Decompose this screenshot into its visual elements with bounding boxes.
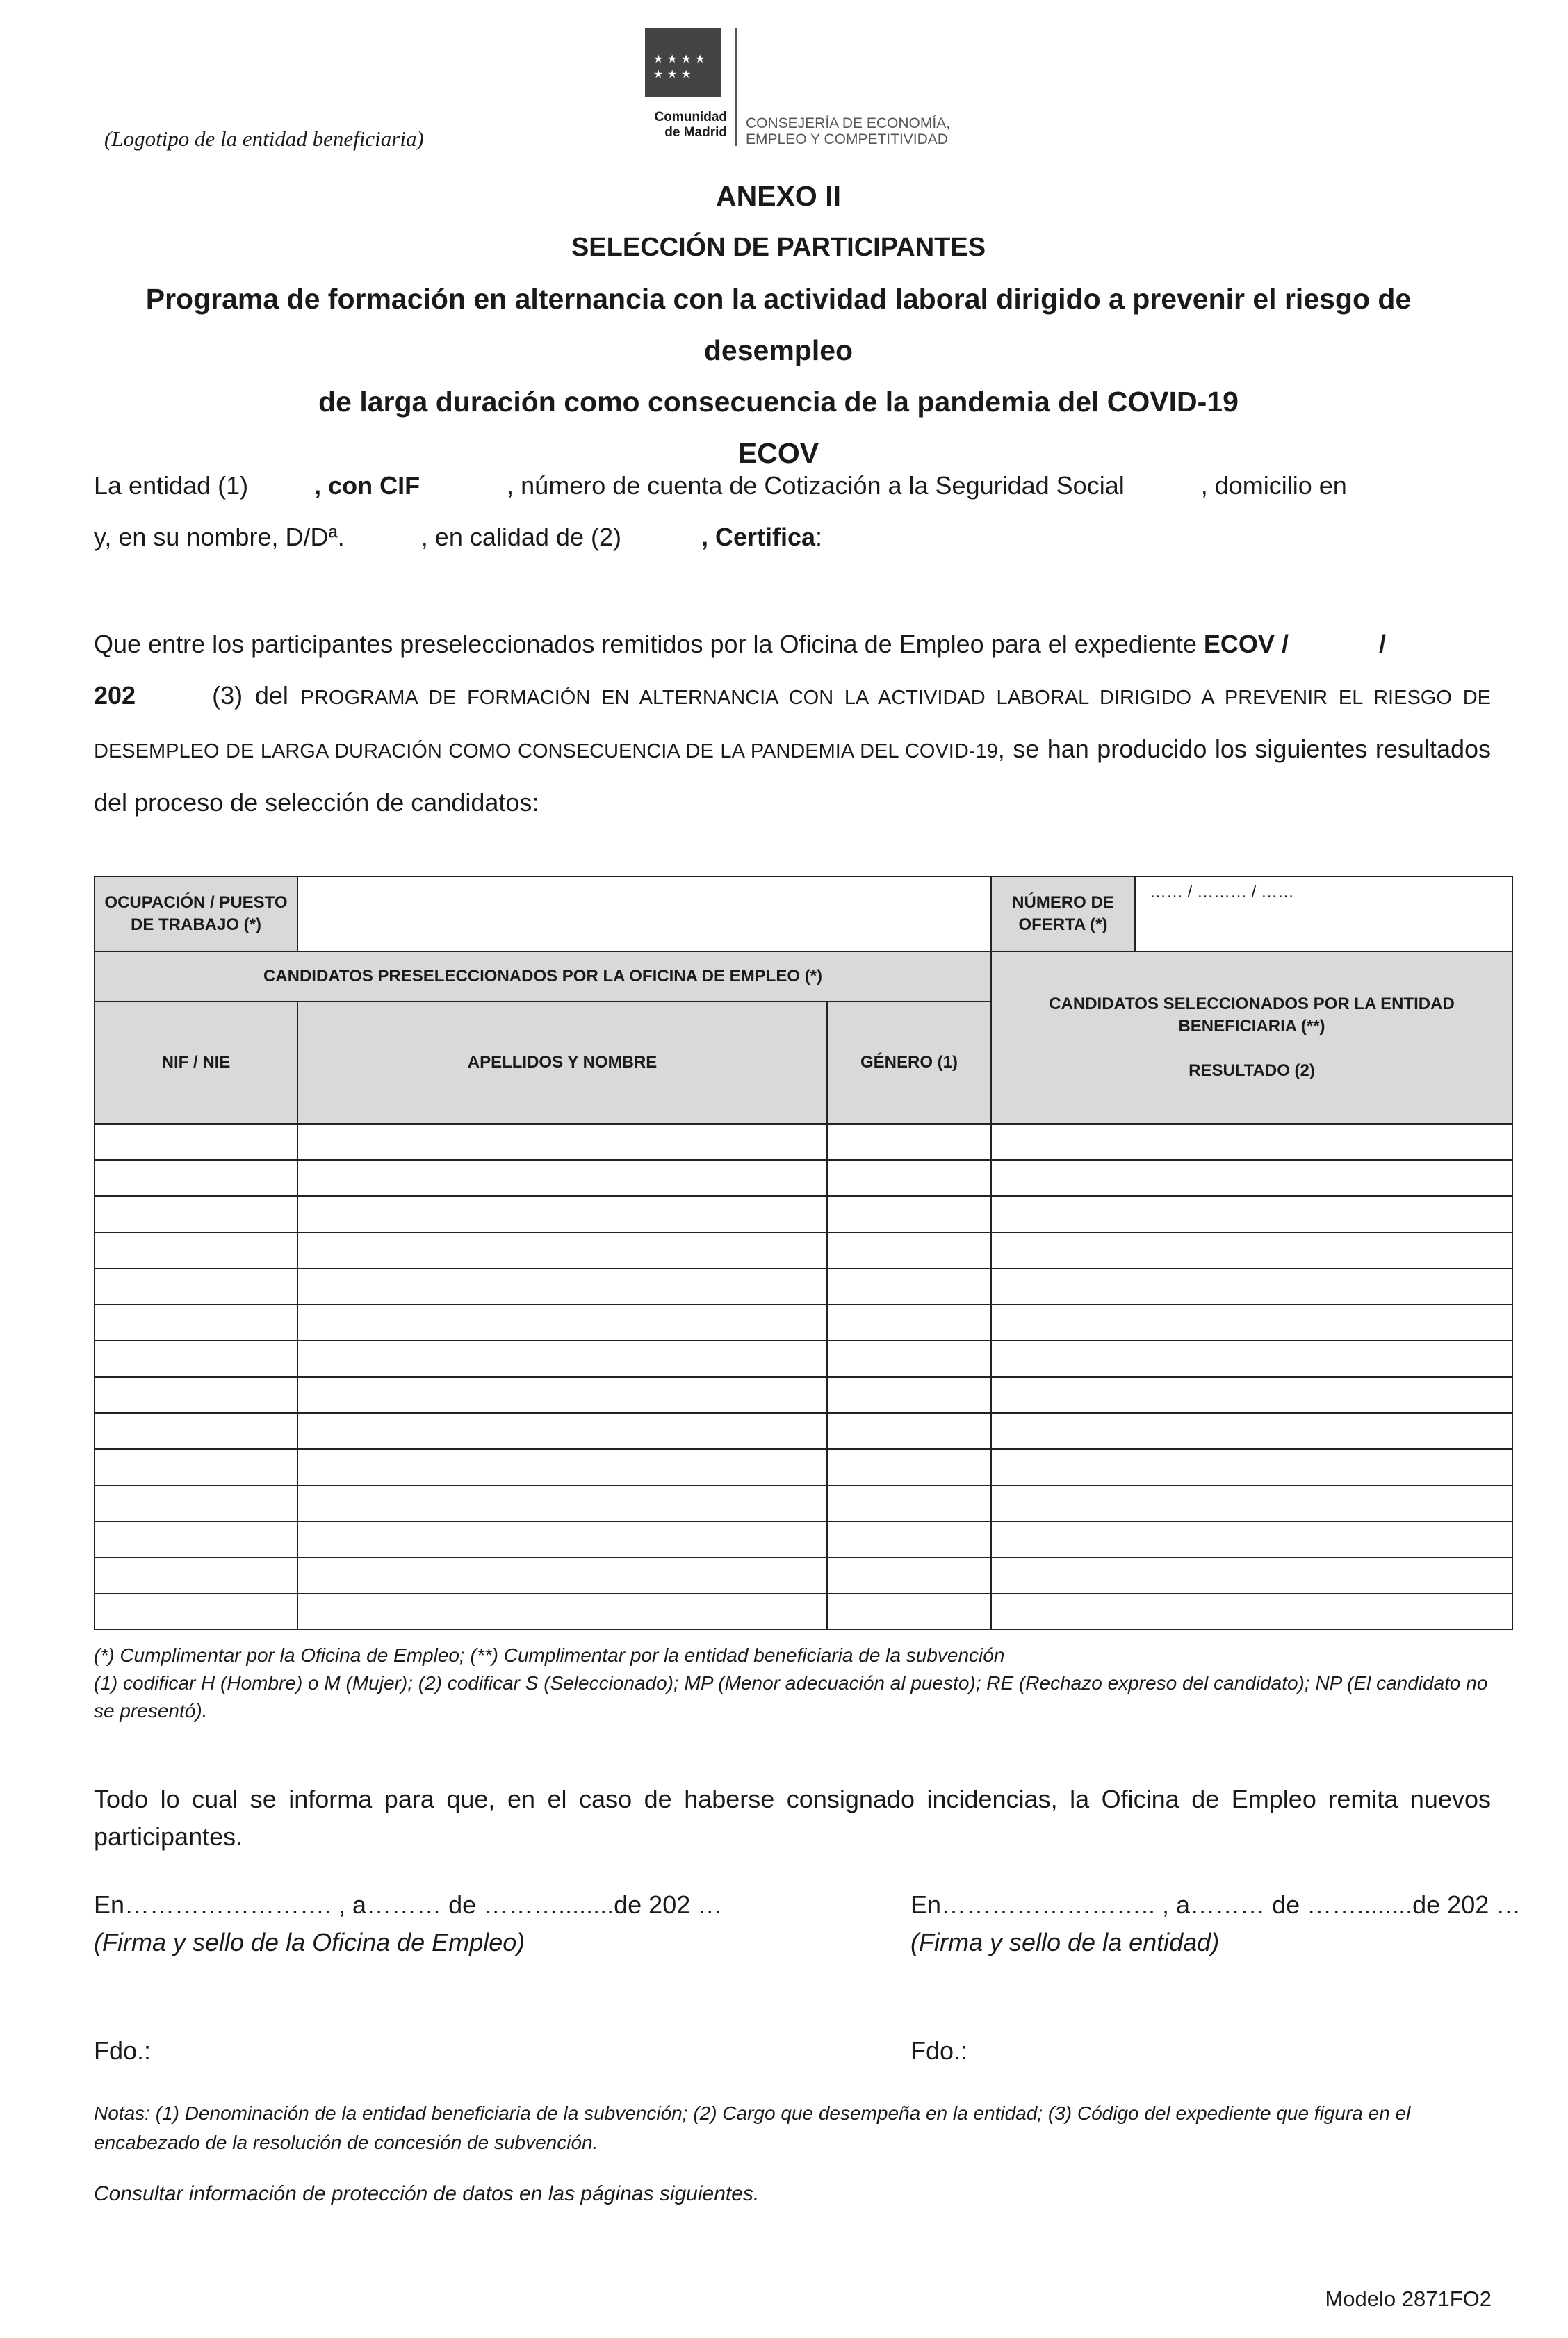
- name-cell[interactable]: [297, 1521, 827, 1558]
- svg-text:★: ★: [653, 52, 664, 65]
- col-nif-header: NIF / NIE: [95, 1002, 297, 1124]
- table-row: [95, 1196, 1512, 1232]
- gender-cell[interactable]: [827, 1196, 991, 1232]
- offer-number-label: NÚMERO DE OFERTA (*): [991, 876, 1135, 951]
- name-cell[interactable]: [297, 1341, 827, 1377]
- table-row: [95, 1268, 1512, 1305]
- signature-entity: [910, 1886, 1536, 2065]
- svg-text:★: ★: [681, 67, 692, 81]
- svg-text:★: ★: [695, 52, 705, 65]
- name-cell[interactable]: [297, 1268, 827, 1305]
- result-cell[interactable]: [991, 1521, 1512, 1558]
- name-cell[interactable]: [297, 1232, 827, 1268]
- name-cell[interactable]: [297, 1377, 827, 1413]
- table-row: [95, 1160, 1512, 1196]
- table-row: [95, 1449, 1512, 1485]
- model-code: Modelo 2871FO2: [1325, 2287, 1492, 2311]
- result-cell[interactable]: [991, 1485, 1512, 1521]
- table-notes: (*) Cumplimentar por la Oficina de Empleo; (**) Cumplimentar por la entidad beneficiaria de la subvención (1) codificar H (Hombre) o M (Mujer); (2) codificar S (Seleccionado); MP (Menor adecuación al puesto); RE (Rechazo expreso del candidato); NP (El candidato no se presentó).: [94, 1644, 1488, 1722]
- signature-caption: (Firma y sello de la Oficina de Empleo): [94, 1928, 525, 1956]
- table-row: [95, 1124, 1512, 1160]
- candidates-table: [94, 876, 1513, 1630]
- col-name-header: APELLIDOS Y NOMBRE: [297, 1002, 827, 1124]
- table-row: [95, 1377, 1512, 1413]
- nif-cell[interactable]: [95, 1449, 297, 1485]
- gender-cell[interactable]: [827, 1485, 991, 1521]
- result-cell[interactable]: [991, 1268, 1512, 1305]
- gender-cell[interactable]: [827, 1413, 991, 1449]
- result-cell[interactable]: [991, 1594, 1512, 1630]
- table-row: [95, 1413, 1512, 1449]
- notes: Notas: (1) Denominación de la entidad beneficiaria de la subvención; (2) Cargo que desempeña en la entidad; (3) Código del expediente que figura en el encabezado de la resolución de concesión de subvención.: [94, 2102, 1411, 2153]
- table-row: [95, 1521, 1512, 1558]
- signed-by: Fdo.:: [910, 2036, 968, 2065]
- signature-caption: (Firma y sello de la entidad): [910, 1928, 1220, 1956]
- table-row: [95, 1341, 1512, 1377]
- svg-text:★: ★: [653, 67, 664, 81]
- nif-cell[interactable]: [95, 1160, 297, 1196]
- gender-cell[interactable]: [827, 1521, 991, 1558]
- nif-cell[interactable]: [95, 1377, 297, 1413]
- name-cell[interactable]: [297, 1449, 827, 1485]
- beneficiary-logo-caption: (Logotipo de la entidad beneficiaria): [104, 126, 424, 151]
- nif-cell[interactable]: [95, 1485, 297, 1521]
- program-code: ECOV: [737, 437, 819, 469]
- offer-number-field[interactable]: …… / ……… / ……: [1135, 876, 1512, 951]
- date-line: En……………………. , a……… de ………........de 202 …: [94, 1890, 723, 1919]
- preselected-header: CANDIDATOS PRESELECCIONADOS POR LA OFICINA DE EMPLEO (*): [95, 951, 991, 1002]
- table-row: [95, 1305, 1512, 1341]
- selection-statement: Que entre los participantes preseleccionados remitidos por la Oficina de Empleo para el expediente ECOV / / 202 (3) del PROGRAMA DE FORMACIÓN EN ALTERNANCIA CON LA ACTIVIDAD LABORAL DIRIGIDO A PREVENIR EL RIESGO DE DESEMPLEO DE LARGA DURACIÓN COMO CONSECUENCIA DE LA PANDEMIA DEL COVID-19, se han producido los siguientes resultados del proceso de selección de candidatos:: [94, 630, 1492, 817]
- name-cell[interactable]: [297, 1160, 827, 1196]
- name-cell[interactable]: [297, 1305, 827, 1341]
- name-cell[interactable]: [297, 1594, 827, 1630]
- signed-by: Fdo.:: [94, 2036, 152, 2065]
- gender-cell[interactable]: [827, 1341, 991, 1377]
- result-cell[interactable]: [991, 1305, 1512, 1341]
- department-name: CONSEJERÍA DE ECONOMÍA, EMPLEO Y COMPETITIVIDAD: [746, 115, 951, 147]
- svg-text:★: ★: [667, 67, 678, 81]
- gender-cell[interactable]: [827, 1558, 991, 1594]
- gender-cell[interactable]: [827, 1124, 991, 1160]
- gender-cell[interactable]: [827, 1232, 991, 1268]
- result-cell[interactable]: [991, 1124, 1512, 1160]
- result-cell[interactable]: [991, 1232, 1512, 1268]
- closing-paragraph: Todo lo cual se informa para que, en el caso de haberse consignado incidencias, la Oficina de Empleo remita nuevos participantes.: [94, 1785, 1491, 1851]
- name-cell[interactable]: [297, 1196, 827, 1232]
- occupation-label: OCUPACIÓN / PUESTO DE TRABAJO (*): [95, 876, 297, 951]
- name-cell[interactable]: [297, 1124, 827, 1160]
- logo-separator: [735, 28, 737, 146]
- result-cell[interactable]: [991, 1449, 1512, 1485]
- document-titles: [83, 170, 1473, 479]
- nif-cell[interactable]: [95, 1196, 297, 1232]
- svg-text:★: ★: [667, 52, 678, 65]
- nif-cell[interactable]: [95, 1594, 297, 1630]
- nif-cell[interactable]: [95, 1413, 297, 1449]
- result-cell[interactable]: [991, 1341, 1512, 1377]
- signature-employment-office: [94, 1886, 789, 2065]
- annex-title: ANEXO II: [716, 180, 841, 212]
- occupation-field[interactable]: [297, 876, 991, 951]
- svg-text:★: ★: [681, 52, 692, 65]
- nif-cell[interactable]: [95, 1124, 297, 1160]
- table-row: [95, 1232, 1512, 1268]
- result-cell[interactable]: [991, 1160, 1512, 1196]
- result-cell[interactable]: [991, 1558, 1512, 1594]
- nif-cell[interactable]: [95, 1341, 297, 1377]
- result-cell[interactable]: [991, 1196, 1512, 1232]
- gender-cell[interactable]: [827, 1268, 991, 1305]
- gender-cell[interactable]: [827, 1160, 991, 1196]
- result-cell[interactable]: [991, 1377, 1512, 1413]
- entity-statement: La entidad (1) , con CIF , número de cuenta de Cotización a la Seguridad Social , domicilio en y, en su nombre, D/Dª. , en calidad de (2) , Certifica:: [94, 471, 1347, 551]
- nif-cell[interactable]: [95, 1305, 297, 1341]
- program-title-line2: de larga duración como consecuencia de la pandemia del COVID-19: [318, 386, 1239, 418]
- selected-header: CANDIDATOS SELECCIONADOS POR LA ENTIDAD BENEFICIARIA (**) RESULTADO (2): [991, 951, 1512, 1124]
- section-title: SELECCIÓN DE PARTICIPANTES: [571, 233, 986, 262]
- nif-cell[interactable]: [95, 1268, 297, 1305]
- gender-cell[interactable]: [827, 1305, 991, 1341]
- nif-cell[interactable]: [95, 1558, 297, 1594]
- gender-cell[interactable]: [827, 1377, 991, 1413]
- nif-cell[interactable]: [95, 1232, 297, 1268]
- gender-cell[interactable]: [827, 1594, 991, 1630]
- table-row: [95, 1485, 1512, 1521]
- privacy-note: Consultar información de protección de datos en las páginas siguientes.: [94, 2182, 760, 2205]
- name-cell[interactable]: [297, 1413, 827, 1449]
- table-row: [95, 1594, 1512, 1630]
- table-row: [95, 1558, 1512, 1594]
- name-cell[interactable]: [297, 1485, 827, 1521]
- date-line: En…………………….. , a……… de ……........de 202 …: [910, 1890, 1521, 1919]
- gender-cell[interactable]: [827, 1449, 991, 1485]
- result-cell[interactable]: [991, 1413, 1512, 1449]
- name-cell[interactable]: [297, 1558, 827, 1594]
- cm-name: Comunidad de Madrid: [654, 110, 727, 140]
- nif-cell[interactable]: [95, 1521, 297, 1558]
- madrid-flag-icon: [645, 28, 721, 97]
- comunidad-madrid-logo: [645, 28, 972, 153]
- program-title-line1: Programa de formación en alternancia con la actividad laboral dirigido a prevenir el riesgo de desempleo: [145, 283, 1412, 366]
- col-gender-header: GÉNERO (1): [827, 1002, 991, 1124]
